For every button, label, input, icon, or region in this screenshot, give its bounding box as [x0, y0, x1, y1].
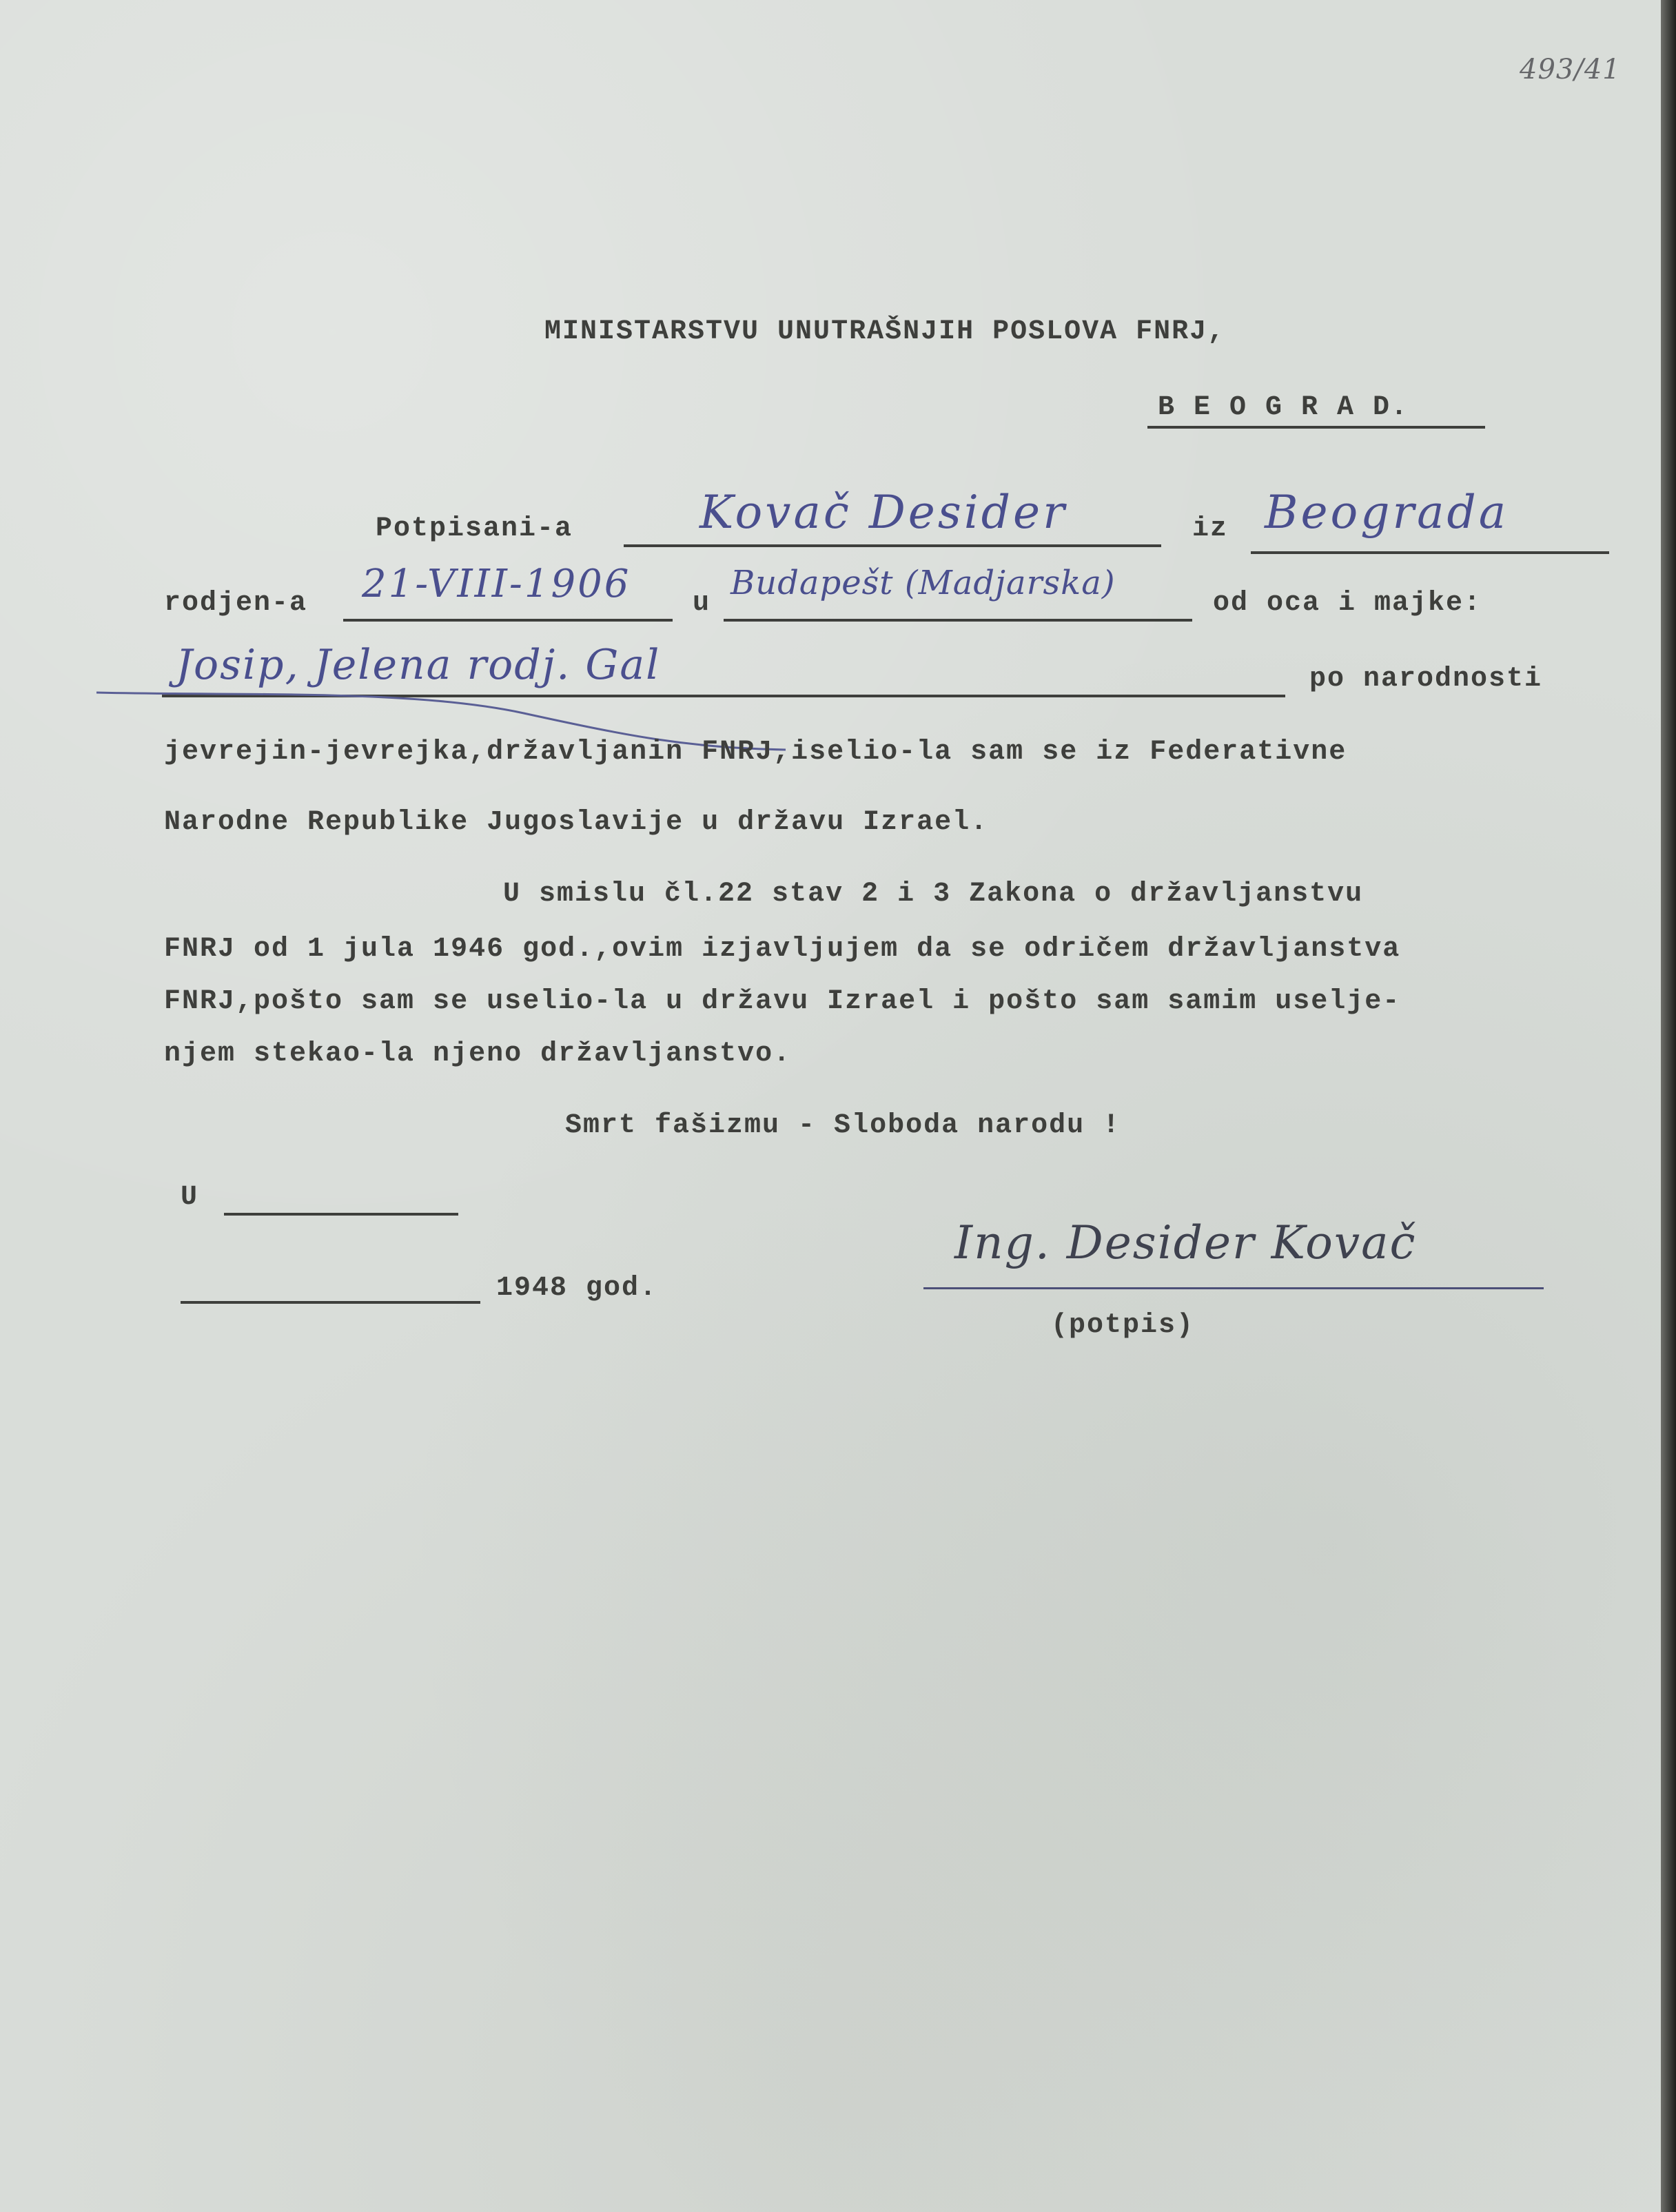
birth-date: 21-VIII-1906 — [362, 562, 631, 606]
year-label: 1948 god. — [496, 1273, 658, 1304]
statement-line-4: njem stekao-la njeno državljanstvo. — [164, 1038, 792, 1069]
slogan: Smrt fašizmu - Sloboda narodu ! — [565, 1110, 1121, 1141]
nationality-label: po narodnosti — [1309, 664, 1543, 695]
parents-names: Josip, Jelena rodj. Gal — [176, 641, 661, 689]
from-city: Beograda — [1265, 486, 1509, 539]
pen-stroke — [0, 0, 1661, 827]
signatory-name: Kovač Desider — [699, 486, 1067, 539]
in-label: u — [693, 588, 711, 619]
birth-place: Budapešt (Madjarska) — [730, 564, 1116, 602]
place-line — [224, 1213, 458, 1216]
signatory-label: Potpisani-a — [376, 513, 573, 544]
signature-line — [923, 1287, 1544, 1289]
archive-number: 493/41 — [1520, 54, 1621, 85]
signature-caption: (potpis) — [1051, 1310, 1195, 1341]
scan-edge — [1661, 0, 1676, 2212]
statement-line-2: FNRJ od 1 jula 1946 god.,ovim izjavljujem da se odričem državljanstva — [164, 934, 1401, 965]
emigration-line: Narodne Republike Jugoslavije u državu Izrael. — [164, 807, 989, 838]
statement-line-3: FNRJ,pošto sam se uselio-la u državu Izrael i pošto sam samim uselje- — [164, 986, 1401, 1017]
date-line — [181, 1301, 480, 1304]
addressee-ministry: MINISTARSTVU UNUTRAŠNJIH POSLOVA FNRJ, — [544, 316, 1226, 347]
parents-label: od oca i majke: — [1213, 588, 1482, 619]
born-label: rodjen-a — [164, 588, 308, 619]
signature: Ing. Desider Kovač — [954, 1216, 1417, 1269]
statement-line-1: U smislu čl.22 stav 2 i 3 Zakona o državljanstvu — [503, 879, 1364, 910]
addressee-city: B E O G R A D. — [1158, 392, 1409, 423]
from-label: iz — [1192, 513, 1229, 544]
nationality-line: jevrejin-jevrejka,državljanin FNRJ,iselio-la sam se iz Federativne — [164, 737, 1347, 768]
place-label: U — [181, 1182, 199, 1213]
